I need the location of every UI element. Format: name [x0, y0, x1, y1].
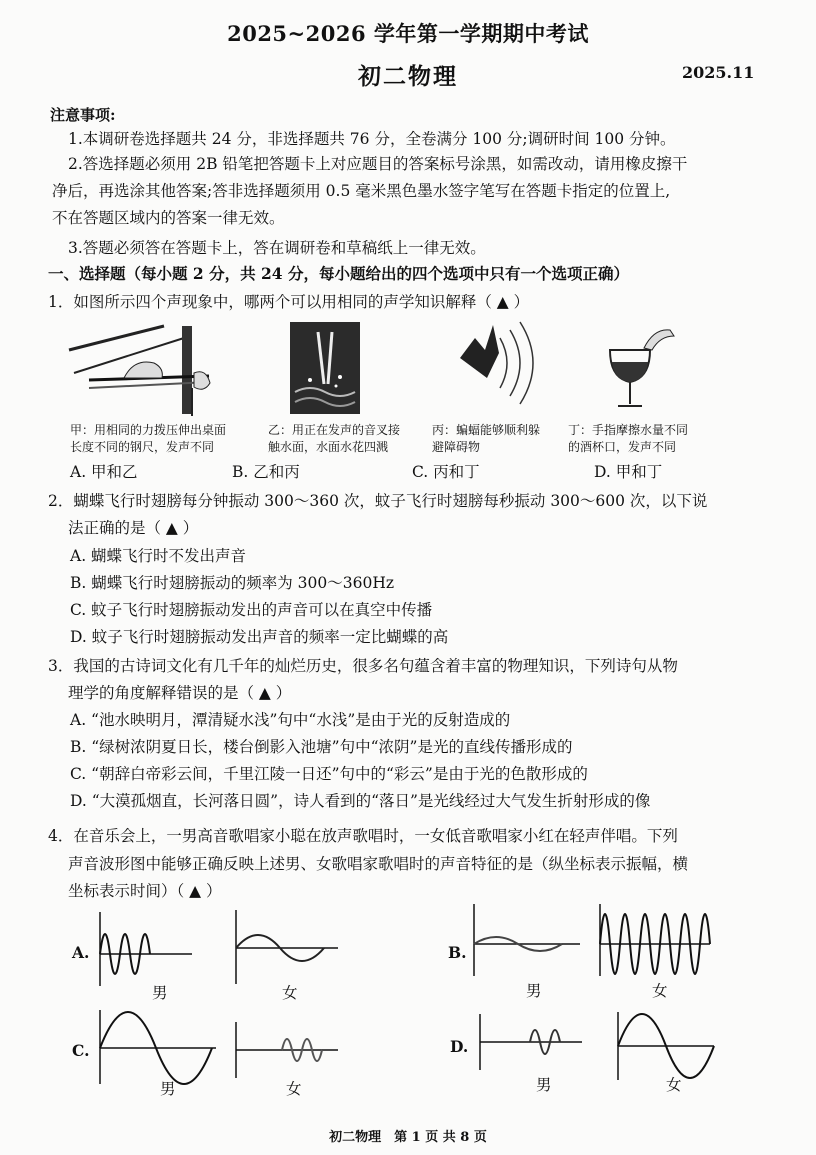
q4-a-female-wave [232, 908, 342, 988]
q4-c-male-label: 男 [160, 1080, 176, 1098]
q4-option-c-letter[interactable]: C. [72, 1041, 90, 1060]
notice-line-5: 3.答题必须答在答题卡上，答在调研卷和草稿纸上一律无效。 [68, 239, 486, 257]
q1-option-b[interactable]: B. 乙和丙 [232, 463, 300, 481]
q4-a-male-wave [96, 910, 196, 990]
q3-option-b[interactable]: B. “绿树浓阴夏日长，楼台倒影入池塘”句中“浓阴”是光的直线传播形成的 [70, 738, 573, 756]
q4-a-male-label: 男 [152, 984, 168, 1002]
q4-d-female-label: 女 [666, 1076, 682, 1094]
q1-stem: 1．如图所示四个声现象中，哪两个可以用相同的声学知识解释（ ▲ ） [48, 293, 530, 311]
q3-option-a[interactable]: A. “池水映明月，潭清疑水浅”句中“水浅”是由于光的反射造成的 [70, 711, 511, 729]
notice-line-3: 净后，再选涂其他答案;答非选择题须用 0.5 毫米黑色墨水签字笔写在答题卡指定的位置上, [52, 182, 671, 200]
section-heading: 一、选择题（每小题 2 分，共 24 分，每小题给出的四个选项中只有一个选项正确） [48, 264, 629, 283]
bat-echolocation-figure [450, 318, 550, 413]
q1-option-a[interactable]: A. 甲和乙 [70, 463, 138, 481]
q3-stem-line-1: 3．我国的古诗词文化有几千年的灿烂历史，很多名句蕴含着丰富的物理知识，下列诗句从物 [48, 657, 678, 675]
notice-line-1: 1.本调研卷选择题共 24 分，非选择题共 76 分，全卷满分 100 分;调研时间 100 分钟。 [68, 130, 676, 148]
q4-b-female-label: 女 [652, 982, 668, 1000]
caption-bing-1: 丙：蝙蝠能够顺利躲 [432, 423, 541, 437]
notice-heading: 注意事项: [50, 106, 116, 124]
exam-date: 2025.11 [682, 63, 755, 82]
q2-option-c[interactable]: C. 蚊子飞行时翅膀振动发出的声音可以在真空中传播 [70, 601, 433, 619]
caption-ding-1: 丁：手指摩擦水量不同 [568, 423, 689, 437]
caption-jia-1: 甲：用相同的力拨压伸出桌面 [70, 423, 227, 437]
q4-option-b-letter[interactable]: B. [448, 943, 467, 962]
notice-line-2: 2.答选择题必须用 2B 铅笔把答题卡上对应题目的答案标号涂黑，如需改动，请用橡皮擦干 [68, 155, 688, 173]
exam-title: 2025~2026 学年第一学期期中考试 [227, 21, 589, 46]
notice-line-4: 不在答题区域内的答案一律无效。 [52, 209, 285, 227]
q4-stem-line-1: 4．在音乐会上，一男高音歌唱家小聪在放声歌唱时，一女低音歌唱家小红在轻声伴唱。下列 [48, 827, 678, 845]
q3-option-c[interactable]: C. “朝辞白帝彩云间，千里江陵一日还”句中的“彩云”是由于光的色散形成的 [70, 765, 588, 783]
q4-c-male-wave [96, 1008, 221, 1088]
q2-stem-line-1: 2．蝴蝶飞行时翅膀每分钟振动 300～360 次，蚊子飞行时翅膀每秒振动 300～600 次，以下说 [48, 492, 708, 510]
caption-jia-2: 长度不同的钢尺，发声不同 [70, 440, 215, 454]
q1-option-d[interactable]: D. 甲和丁 [594, 463, 663, 481]
caption-bing-2: 避障碍物 [432, 440, 481, 454]
q3-option-d[interactable]: D. “大漠孤烟直，长河落日圆”，诗人看到的“落日”是光线经过大气发生折射形成的像 [70, 792, 651, 810]
q2-option-d[interactable]: D. 蚊子飞行时翅膀振动发出声音的频率一定比蝴蝶的高 [70, 628, 449, 646]
q4-b-male-wave [470, 902, 585, 980]
ruler-on-desk-figure [64, 318, 214, 418]
q2-option-b[interactable]: B. 蝴蝶飞行时翅膀振动的频率为 300～360Hz [70, 574, 395, 592]
q2-stem-line-2: 法正确的是（ ▲ ） [68, 519, 199, 537]
q4-c-female-label: 女 [286, 1080, 302, 1098]
q4-d-female-wave [614, 1010, 719, 1084]
q4-stem-line-2: 声音波形图中能够正确反映上述男、女歌唱家歌唱时的声音特征的是（纵坐标表示振幅，横 [68, 855, 689, 873]
subject-title: 初二物理 [358, 63, 458, 90]
q4-a-female-label: 女 [282, 984, 298, 1002]
q1-option-c[interactable]: C. 丙和丁 [412, 463, 480, 481]
caption-yi-2: 触水面，水面水花四溅 [268, 440, 389, 454]
q3-stem-line-2: 理学的角度解释错误的是（ ▲ ） [68, 684, 292, 702]
q4-d-male-label: 男 [536, 1076, 552, 1094]
q4-b-female-wave [596, 902, 714, 980]
tuning-fork-water-figure [290, 322, 360, 414]
q2-option-a[interactable]: A. 蝴蝶飞行时不发出声音 [70, 547, 247, 565]
q4-d-male-wave [476, 1012, 586, 1074]
q4-stem-line-3: 坐标表示时间）（ ▲ ） [68, 882, 222, 900]
q4-option-d-letter[interactable]: D. [450, 1037, 469, 1056]
caption-yi-1: 乙：用正在发声的音叉接 [268, 423, 401, 437]
caption-ding-2: 的酒杯口，发声不同 [568, 440, 677, 454]
q4-b-male-label: 男 [526, 982, 542, 1000]
wine-glass-figure [600, 318, 680, 413]
q4-c-female-wave [232, 1020, 342, 1082]
q4-option-a-letter[interactable]: A. [72, 943, 90, 962]
page-footer: 初二物理 第 1 页 共 8 页 [329, 1130, 487, 1145]
